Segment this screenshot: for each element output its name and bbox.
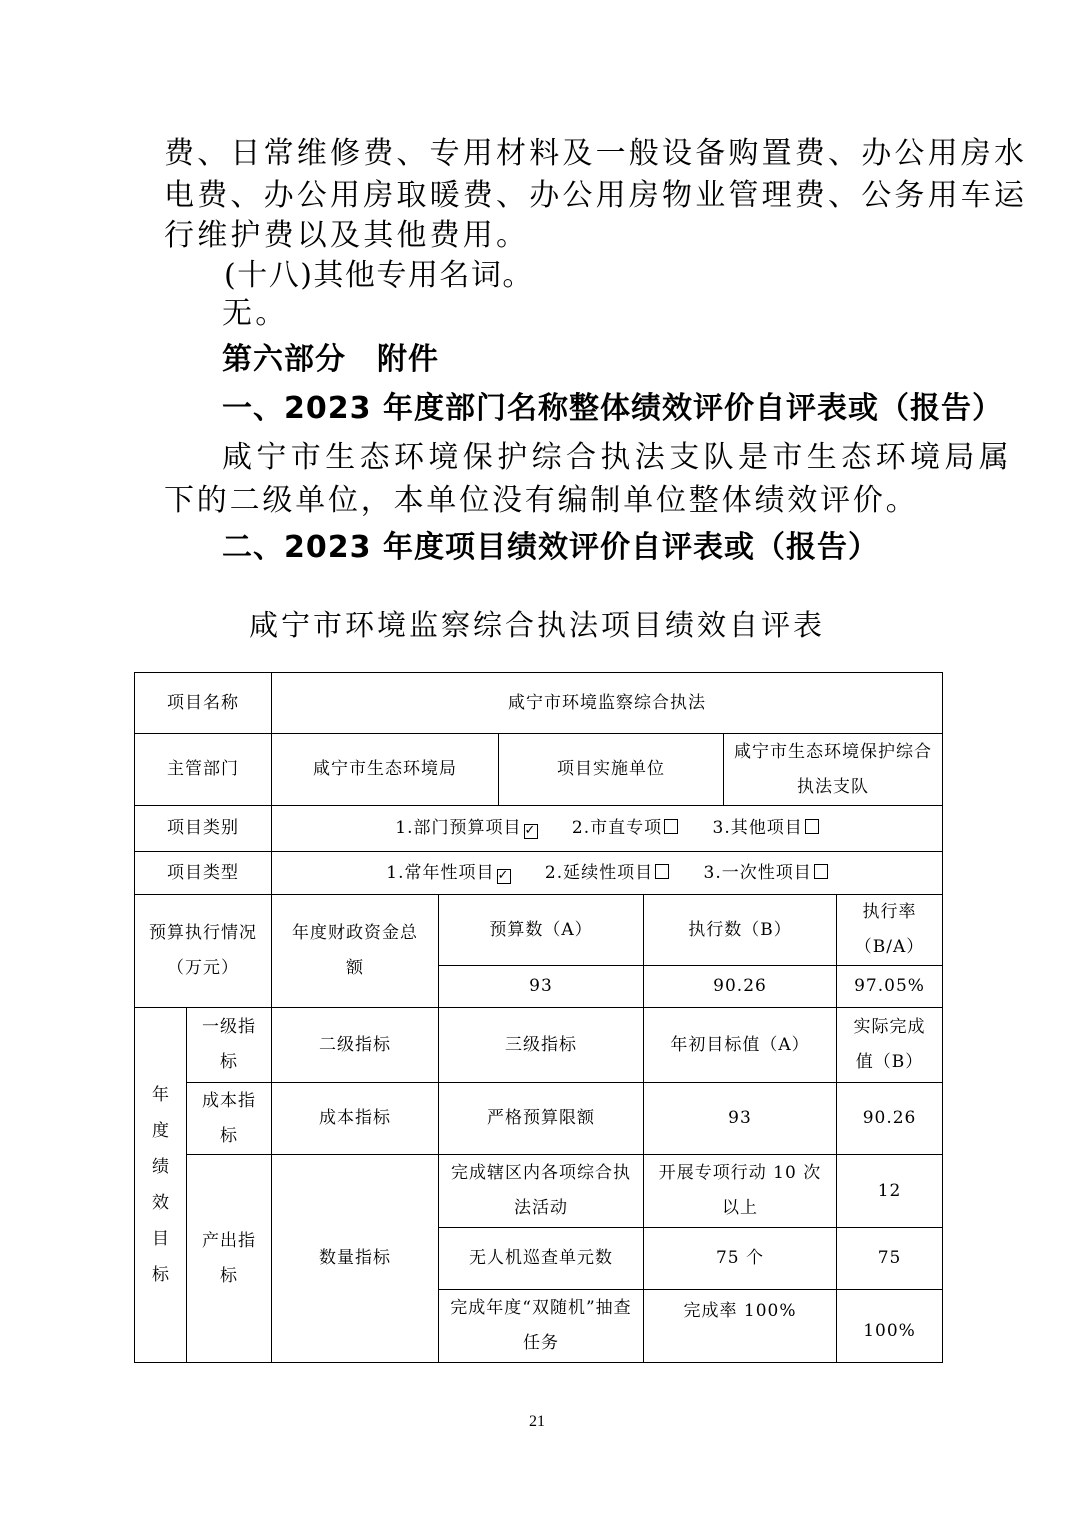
performance-table <box>134 672 943 1363</box>
item-18: (十八)其他专用名词。 <box>224 258 534 293</box>
body-line-2: 电费、办公用房取暖费、办公用房物业管理费、公务用车运 <box>164 178 1028 213</box>
row-project-name <box>135 673 943 734</box>
body-line-3: 行维护费以及其他费用。 <box>164 218 530 253</box>
goal-label: 年度绩效目标 <box>135 1008 187 1363</box>
budget-value-rate: 97.05% <box>837 966 943 1008</box>
output-1-actual: 12 <box>837 1155 943 1228</box>
type-option-1: 1.常年性项目 ✓ <box>386 862 510 883</box>
row-cost <box>135 1083 943 1155</box>
budget-header-b: 执行数（B） <box>644 895 837 966</box>
header-level2: 二级指标 <box>272 1008 439 1083</box>
cost-level1: 成本指标 <box>187 1083 272 1155</box>
type-option-2: 2.延续性项目 <box>545 863 669 883</box>
budget-header-rate: 执行率（B/A） <box>837 895 943 966</box>
output-2-actual: 75 <box>837 1228 943 1290</box>
output-2-target: 75 个 <box>644 1228 837 1290</box>
table-title: 咸宁市环境监察综合执法项目绩效自评表 <box>248 608 825 642</box>
cost-level2: 成本指标 <box>272 1083 439 1155</box>
cost-level3: 严格预算限额 <box>439 1083 644 1155</box>
checked-box-icon: ✓ <box>497 867 510 883</box>
output-level2: 数量指标 <box>272 1155 439 1363</box>
project-name-label: 项目名称 <box>135 673 272 734</box>
output-3-target: 完成率 100% <box>644 1290 837 1363</box>
row-type <box>135 852 943 895</box>
paragraph-line-2: 下的二级单位，本单位没有编制单位整体绩效评价。 <box>164 483 919 518</box>
header-level1: 一级指标 <box>187 1008 272 1083</box>
row-department <box>135 734 943 806</box>
budget-value-b: 90.26 <box>644 966 837 1008</box>
header-target: 年初目标值（A） <box>644 1008 837 1083</box>
cost-target: 93 <box>644 1083 837 1155</box>
budget-label: 预算执行情况（万元） <box>135 895 272 1008</box>
type-label: 项目类型 <box>135 852 272 895</box>
dept-label: 主管部门 <box>135 734 272 806</box>
category-option-1: 1.部门预算项目 ✓ <box>395 818 537 838</box>
empty-box-icon <box>814 864 828 879</box>
category-option-3: 3.其他项目 <box>713 818 819 838</box>
part-six-heading: 第六部分 附件 <box>222 342 439 377</box>
dept-value: 咸宁市生态环境局 <box>272 734 499 806</box>
section-one-heading: 一、2023 年度部门名称整体绩效评价自评表或（报告） <box>222 391 1003 426</box>
type-options <box>272 852 943 895</box>
category-options <box>272 806 943 852</box>
row-category <box>135 806 943 852</box>
output-2-level3: 无人机巡查单元数 <box>439 1228 644 1290</box>
empty-box-icon <box>664 819 678 834</box>
none-text: 无。 <box>222 296 289 331</box>
category-option-2: 2.市直专项 <box>572 818 678 838</box>
section-two-heading: 二、2023 年度项目绩效评价自评表或（报告） <box>222 530 879 565</box>
impl-value: 咸宁市生态环境保护综合执法支队 <box>724 734 943 806</box>
output-1-level3: 完成辖区内各项综合执法活动 <box>439 1155 644 1228</box>
header-actual: 实际完成值（B） <box>837 1008 943 1083</box>
fund-label: 年度财政资金总额 <box>272 895 439 1008</box>
output-3-actual: 100% <box>837 1290 943 1363</box>
row-indicator-header <box>135 1008 943 1083</box>
budget-header-a: 预算数（A） <box>439 895 644 966</box>
body-line-1: 费、日常维修费、专用材料及一般设备购置费、办公用房水 <box>164 136 1028 171</box>
category-label: 项目类别 <box>135 806 272 852</box>
output-3-level3: 完成年度“双随机”抽查任务 <box>439 1290 644 1363</box>
empty-box-icon <box>655 864 669 879</box>
output-1-target: 开展专项行动 10 次以上 <box>644 1155 837 1228</box>
row-output-1 <box>135 1155 943 1228</box>
impl-label: 项目实施单位 <box>499 734 724 806</box>
empty-box-icon <box>805 819 819 834</box>
budget-value-a: 93 <box>439 966 644 1008</box>
output-level1: 产出指标 <box>187 1155 272 1363</box>
header-level3: 三级指标 <box>439 1008 644 1083</box>
row-budget-header <box>135 895 943 966</box>
page-number: 21 <box>529 1413 545 1430</box>
checked-box-icon: ✓ <box>524 823 537 838</box>
project-name-value: 咸宁市环境监察综合执法 <box>272 673 943 734</box>
paragraph-line-1: 咸宁市生态环境保护综合执法支队是市生态环境局属 <box>222 440 1014 475</box>
cost-actual: 90.26 <box>837 1083 943 1155</box>
type-option-3: 3.一次性项目 <box>704 863 828 883</box>
